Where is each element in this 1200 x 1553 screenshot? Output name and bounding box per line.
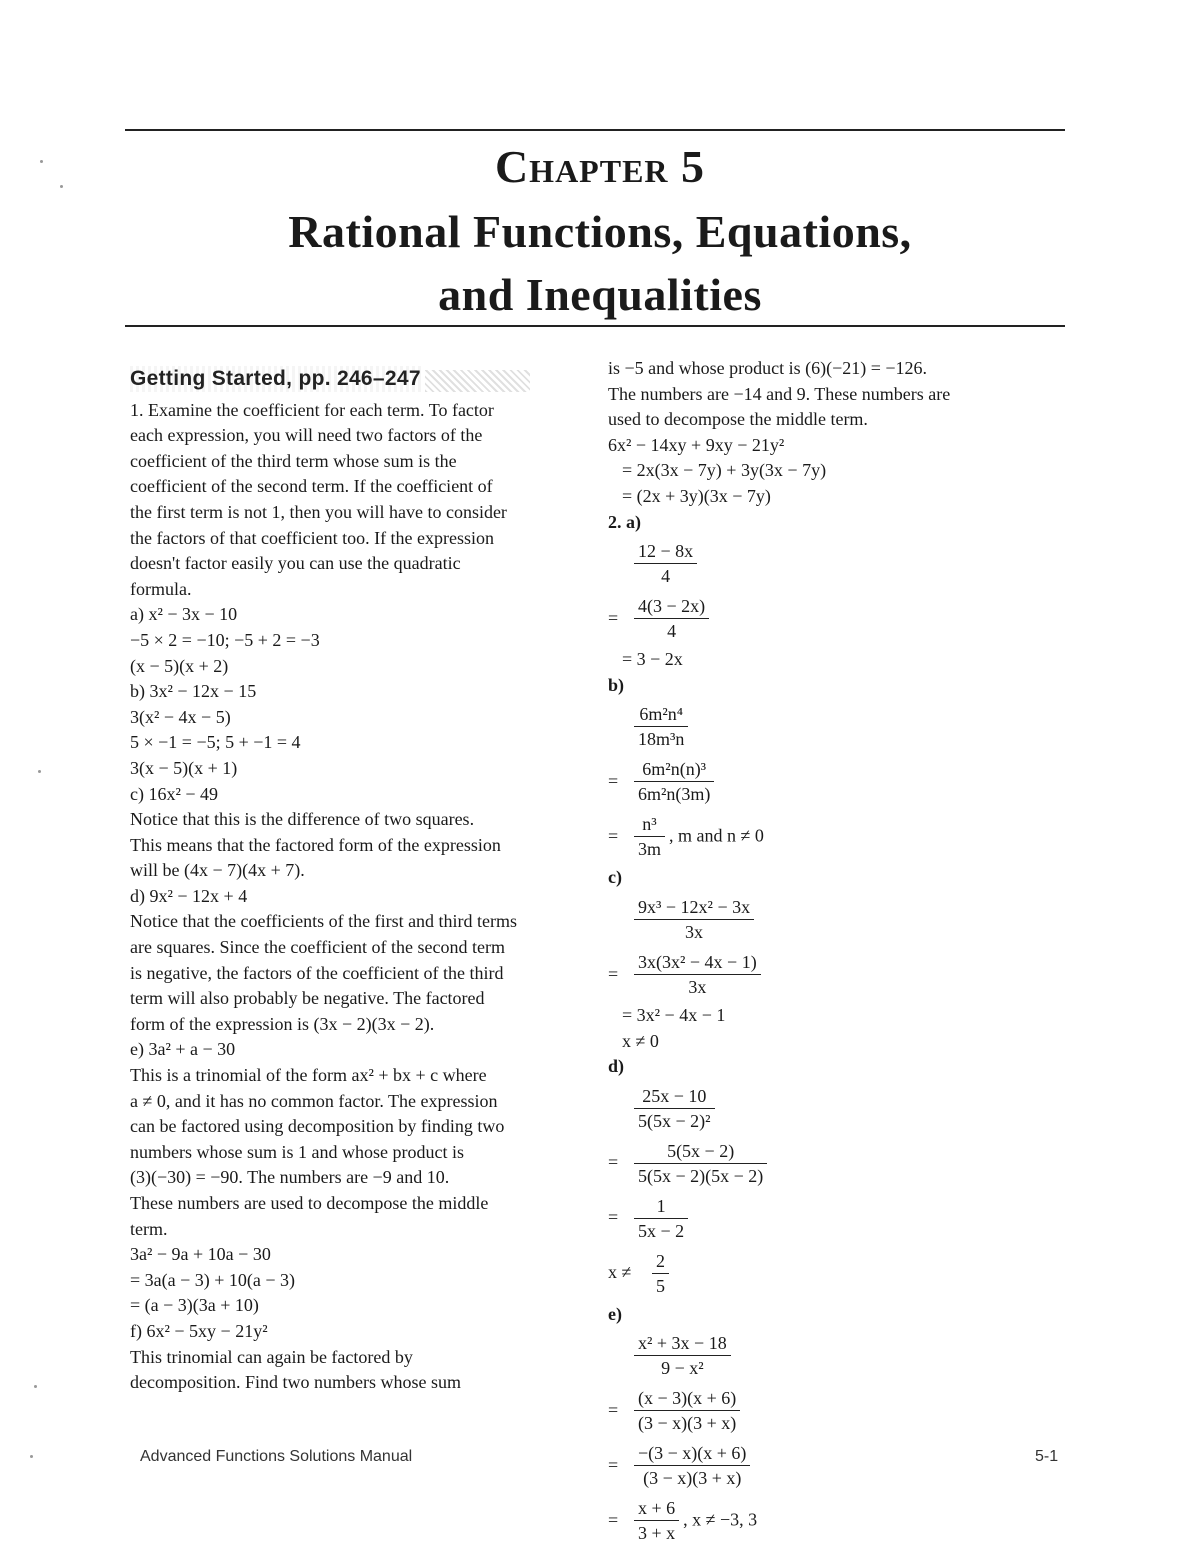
denominator: (3 − x)(3 + x) (643, 1468, 742, 1489)
left-text-block (130, 398, 590, 1396)
text-line: This means that the factored form of the expression (130, 834, 501, 855)
right-intro-block (608, 356, 1068, 510)
fraction (634, 594, 709, 643)
text-line: 1. Examine the coefficient for each term. To factor (130, 399, 494, 420)
numerator: 25x − 10 (634, 1084, 715, 1109)
numerator: x + 6 (634, 1496, 679, 1521)
question-2-block (608, 510, 1068, 1548)
text-line: will be (4x − 7)(4x + 7). (130, 860, 305, 881)
denominator: 4 (661, 566, 671, 587)
equals-sign: = (608, 1510, 619, 1531)
scan-speck (60, 185, 63, 188)
equals-sign: = (608, 963, 619, 984)
text-line: = 3a(a − 3) + 10(a − 3) (130, 1269, 296, 1290)
question-2a-label: 2. a) (608, 511, 641, 532)
question-2c-label: c) (608, 867, 622, 888)
equals-sign: = (608, 1152, 619, 1173)
math-line: = 3x² − 4x − 1 (622, 1004, 726, 1025)
numerator: (x − 3)(x + 6) (634, 1386, 740, 1411)
fraction (634, 757, 714, 806)
text-line: can be factored using decomposition by finding two (130, 1116, 505, 1137)
fraction (634, 812, 665, 861)
fraction-row (608, 1439, 1068, 1492)
math-line: = 3 − 2x (622, 649, 683, 670)
fraction-row (608, 537, 1068, 590)
math-line: x ≠ 0 (622, 1030, 659, 1051)
fraction-row (608, 1082, 1068, 1135)
footer-book-title: Advanced Functions Solutions Manual (140, 1448, 413, 1465)
text-line: decomposition. Find two numbers whose sum (130, 1372, 461, 1393)
text-line: (3)(−30) = −90. The numbers are −9 and 10. (130, 1167, 450, 1188)
text-line: are squares. Since the coefficient of the second term (130, 937, 506, 958)
text-line: is −5 and whose product is (6)(−21) = −126. (608, 358, 928, 378)
numerator: 2 (652, 1249, 669, 1274)
text-line: f) 6x² − 5xy − 21y² (130, 1320, 268, 1341)
question-2d-label: d) (608, 1056, 625, 1077)
equals-sign: = (608, 826, 619, 847)
text-line: 5 × −1 = −5; 5 + −1 = 4 (130, 732, 301, 753)
text-line: doesn't factor easily you can use the quadratic (130, 553, 461, 574)
text-line: coefficient of the third term whose sum is the (130, 450, 457, 471)
fraction-row (608, 810, 1068, 863)
fraction (634, 1084, 715, 1133)
numerator: 4(3 − 2x) (634, 594, 709, 619)
scan-speck (38, 770, 41, 773)
fraction-row (608, 592, 1068, 645)
text-line: Notice that the coefficients of the first and third terms (130, 911, 518, 932)
fraction (634, 1139, 767, 1188)
fraction-row (608, 755, 1068, 808)
restriction-row (608, 1247, 1068, 1300)
text-line: e) 3a² + a − 30 (130, 1039, 236, 1060)
text-line: c) 16x² − 49 (130, 783, 219, 804)
equals-sign: = (608, 1207, 619, 1228)
fraction (634, 895, 754, 944)
text-line: −5 × 2 = −10; −5 + 2 = −3 (130, 629, 320, 650)
equals-sign: = (608, 607, 619, 628)
fraction (634, 1496, 679, 1545)
denominator: 5x − 2 (638, 1220, 685, 1241)
denominator: 3 + x (638, 1523, 676, 1544)
fraction (634, 702, 688, 751)
text-line: These numbers are used to decompose the middle (130, 1193, 489, 1213)
scan-speck (30, 1455, 33, 1458)
scan-speck (40, 160, 43, 163)
text-line: 3(x² − 4x − 5) (130, 706, 231, 727)
numerator: n³ (634, 812, 665, 837)
text-line: b) 3x² − 12x − 15 (130, 681, 257, 702)
chapter-title-line-1: Rational Functions, Equations, (288, 206, 912, 257)
text-line: Notice that this is the difference of two squares. (130, 809, 475, 830)
denominator: 6m²n(3m) (638, 784, 711, 805)
text-line: numbers whose sum is 1 and whose product is (130, 1141, 464, 1162)
fraction (634, 1194, 688, 1243)
fraction (652, 1249, 669, 1298)
fraction (634, 950, 761, 999)
text-line: = (2x + 3y)(3x − 7y) (622, 485, 771, 506)
restriction-text: , m and n ≠ 0 (669, 826, 764, 847)
text-line: the first term is not 1, then you will have to consider (130, 501, 507, 522)
numerator: 6m²n(n)³ (634, 757, 714, 782)
text-line: term will also probably be negative. The factored (130, 988, 485, 1009)
text-line: = 2x(3x − 7y) + 3y(3x − 7y) (622, 460, 827, 481)
scan-speck (34, 1385, 37, 1388)
denominator: 5(5x − 2)(5x − 2) (638, 1165, 764, 1186)
text-line: form of the expression is (3x − 2)(3x − 2). (130, 1013, 435, 1034)
bottom-rule (125, 325, 1065, 327)
text-line: coefficient of the second term. If the coefficient of (130, 476, 493, 497)
chapter-label: Chapter 5 (494, 141, 706, 192)
equals-sign: = (608, 1455, 619, 1476)
fraction-row (608, 948, 1068, 1001)
numerator: 1 (634, 1194, 688, 1219)
restriction-prefix: x ≠ (608, 1262, 632, 1283)
text-line: d) 9x² − 12x + 4 (130, 885, 248, 906)
scan-noise (425, 370, 530, 392)
fraction-row (608, 1192, 1068, 1245)
fraction-row (608, 1137, 1068, 1190)
section-heading-row (130, 366, 590, 398)
fraction-row (608, 1384, 1068, 1437)
text-line: is negative, the factors of the coefficient of the third (130, 962, 504, 983)
fraction (634, 1331, 731, 1380)
restriction-text: , x ≠ −3, 3 (683, 1510, 758, 1531)
denominator: 3m (638, 839, 662, 860)
chapter-title-line-2: and Inequalities (438, 269, 762, 320)
text-line: 3(x − 5)(x + 1) (130, 757, 238, 778)
numerator: 12 − 8x (634, 539, 697, 564)
left-column (130, 366, 590, 1396)
denominator: 18m³n (638, 729, 685, 750)
section-heading: Getting Started, pp. 246–247 (130, 367, 421, 390)
equals-sign: = (608, 771, 619, 792)
text-line: This trinomial can again be factored by (130, 1346, 413, 1367)
denominator: (3 − x)(3 + x) (638, 1413, 737, 1434)
text-line: formula. (130, 578, 192, 599)
numerator: 9x³ − 12x² − 3x (634, 895, 754, 920)
numerator: −(3 − x)(x + 6) (634, 1441, 750, 1466)
denominator: 3x (685, 921, 704, 942)
top-rule (125, 129, 1065, 131)
text-line: used to decompose the middle term. (608, 409, 868, 430)
denominator: 5(5x − 2)² (638, 1110, 711, 1131)
denominator: 5 (656, 1275, 665, 1296)
numerator: 5(5x − 2) (634, 1139, 767, 1164)
denominator: 9 − x² (661, 1358, 704, 1379)
numerator: 3x(3x² − 4x − 1) (634, 950, 761, 975)
equals-sign: = (608, 1400, 619, 1421)
text-line: 3a² − 9a + 10a − 30 (130, 1244, 271, 1265)
numerator: x² + 3x − 18 (634, 1331, 731, 1356)
fraction (634, 1441, 750, 1490)
fraction (634, 1386, 740, 1435)
text-line: term. (130, 1218, 168, 1239)
text-line: each expression, you will need two factors of the (130, 425, 483, 446)
text-line: 6x² − 14xy + 9xy − 21y² (608, 434, 785, 455)
text-line: The numbers are −14 and 9. These numbers are (608, 383, 951, 404)
fraction-row (608, 893, 1068, 946)
fraction-row (608, 1329, 1068, 1382)
denominator: 4 (667, 621, 677, 642)
question-2b-label: b) (608, 674, 625, 695)
question-2e-label: e) (608, 1303, 622, 1324)
text-line: a ≠ 0, and it has no common factor. The expression (130, 1090, 498, 1111)
right-column (608, 356, 1068, 1549)
text-line: This is a trinomial of the form ax² + bx + c where (130, 1065, 487, 1086)
footer-page-number: 5-1 (1035, 1448, 1059, 1465)
text-line: the factors of that coefficient too. If the expression (130, 527, 495, 548)
fraction-row (608, 1494, 1068, 1547)
fraction (634, 539, 697, 588)
text-line: a) x² − 3x − 10 (130, 604, 238, 625)
text-line: (x − 5)(x + 2) (130, 655, 229, 676)
fraction-row (608, 700, 1068, 753)
denominator: 3x (688, 976, 707, 997)
numerator: 6m²n⁴ (634, 702, 688, 727)
text-line: = (a − 3)(3a + 10) (130, 1295, 259, 1316)
